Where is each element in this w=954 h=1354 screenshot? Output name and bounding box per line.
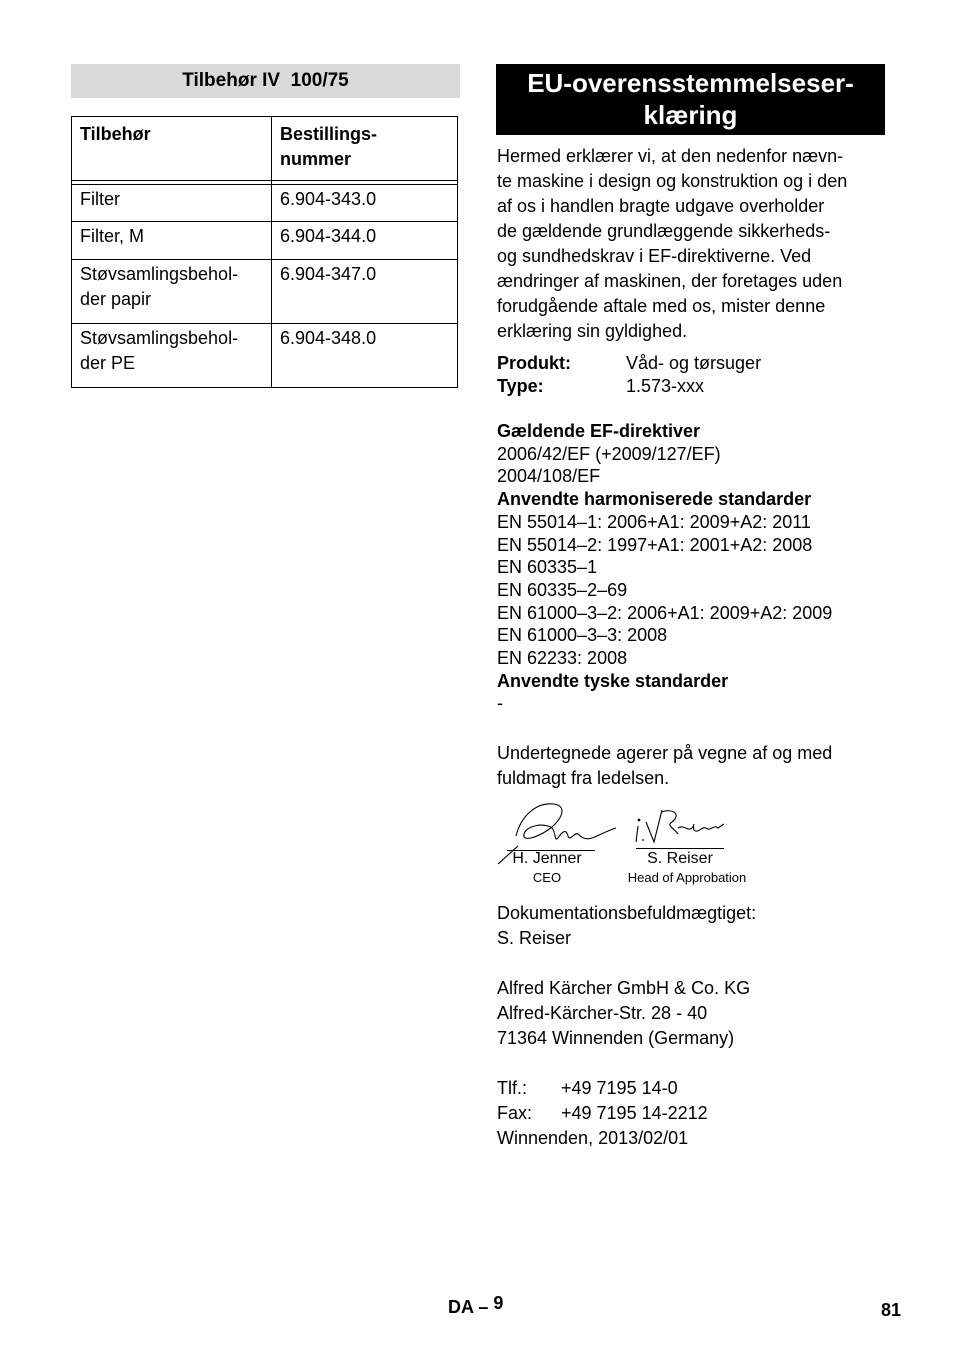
- section-title-accessories: [71, 64, 460, 98]
- type-row: [497, 375, 704, 398]
- footer-section: DA: [448, 1297, 474, 1317]
- signer-title: Head of Approbation: [627, 870, 747, 885]
- undersigned-statement: Undertegnede agerer på vegne af og med fuldmagt fra ledelsen.: [497, 743, 833, 788]
- standard-item: EN 61000–3–2: 2006+A1: 2009+A2: 2009: [497, 602, 833, 623]
- signer-name: S. Reiser: [647, 850, 713, 867]
- table-cell-accessory: Filter, M: [72, 222, 272, 260]
- doc-authorized-name: S. Reiser: [497, 928, 572, 948]
- standard-item: EN 61000–3–3: 2008: [497, 625, 668, 646]
- fax-value: +49 7195 14-2212: [561, 1103, 708, 1123]
- table-row: [72, 260, 458, 324]
- fax-row: [497, 1076, 897, 1126]
- table-cell-accessory: Filter: [72, 185, 272, 222]
- table-cell-order-number: 6.904-343.0: [272, 185, 458, 222]
- company-street: Alfred-Kärcher-Str. 28 - 40: [497, 1003, 708, 1023]
- type-label: Type:: [497, 376, 544, 396]
- section-title-text: Tilbehør IV 100/75: [182, 70, 349, 91]
- directive-item: 2004/108/EF: [497, 466, 601, 487]
- standard-item: EN 60335–1: [497, 557, 598, 578]
- place-date: Winnenden, 2013/02/01: [497, 1128, 689, 1148]
- doc-authorized-label: Dokumentationsbefuldmægtiget:: [497, 903, 757, 923]
- table-row: [72, 222, 458, 260]
- company-city: 71364 Winnenden (Germany): [497, 1028, 735, 1048]
- table-header-accessory: Tilbehør: [72, 117, 272, 181]
- table-cell-accessory: Støvsamlingsbehol- der papir: [72, 260, 272, 324]
- footer-section-label: [448, 1293, 504, 1318]
- signature-s-reiser: [636, 810, 724, 842]
- signer-title: CEO: [532, 870, 562, 885]
- table-header-row: [72, 117, 458, 181]
- declaration-title: [496, 64, 885, 135]
- table-cell-order-number: 6.904-348.0: [272, 324, 458, 388]
- standard-item: EN 60335–2–69: [497, 579, 628, 600]
- product-label: Produkt:: [497, 353, 571, 373]
- product-row: [497, 352, 761, 375]
- table-header-order-number: Bestillings- nummer: [272, 117, 458, 181]
- signer-name: H. Jenner: [512, 850, 582, 867]
- standard-item: EN 62233: 2008: [497, 648, 628, 669]
- table-cell-order-number: 6.904-344.0: [272, 222, 458, 260]
- table-cell-accessory: Støvsamlingsbehol- der PE: [72, 324, 272, 388]
- declaration-intro: Hermed erklærer vi, at den nedenfor nævn- te maskine i design og konstruktion og i den af os i handlen bragte udgave overholder de gældende grundlæggende sikkerheds- og sundhedskrav i EF-direktiverne. Ved ændringer af maskinen, der foretages uden forudgående aftale med os, mister denne erklæring sin gyldighed.: [497, 146, 848, 341]
- footer-section-page: 9: [493, 1293, 504, 1313]
- product-value: Våd- og tørsuger: [626, 353, 762, 373]
- german-standards-value: -: [497, 693, 503, 714]
- phone-label: Tlf.:: [497, 1078, 527, 1098]
- standard-item: EN 55014–2: 1997+A1: 2001+A2: 2008: [497, 534, 813, 555]
- fax-label: Fax:: [497, 1103, 533, 1123]
- declaration-title-text: EU-overensstemmelseser- klæring: [527, 68, 854, 130]
- directives-heading: Gældende EF-direktiver: [497, 421, 701, 441]
- page-number: 81: [881, 1300, 902, 1320]
- table-row: [72, 324, 458, 388]
- footer-dash: –: [478, 1297, 489, 1317]
- german-standards-heading: Anvendte tyske standarder: [497, 670, 729, 691]
- directive-item: 2006/42/EF (+2009/127/EF): [497, 443, 721, 464]
- standard-item: EN 55014–1: 2006+A1: 2009+A2: 2011: [497, 511, 811, 532]
- company-name: Alfred Kärcher GmbH & Co. KG: [497, 978, 751, 998]
- type-value: 1.573-xxx: [626, 376, 705, 396]
- table-cell-order-number: 6.904-347.0: [272, 260, 458, 324]
- accessories-table: [71, 116, 458, 388]
- table-row: [72, 185, 458, 222]
- standards-heading: Anvendte harmoniserede standarder: [497, 489, 812, 510]
- phone-value: +49 7195 14-0: [561, 1078, 678, 1098]
- signature-line: [636, 848, 724, 849]
- directives-block: [497, 420, 832, 715]
